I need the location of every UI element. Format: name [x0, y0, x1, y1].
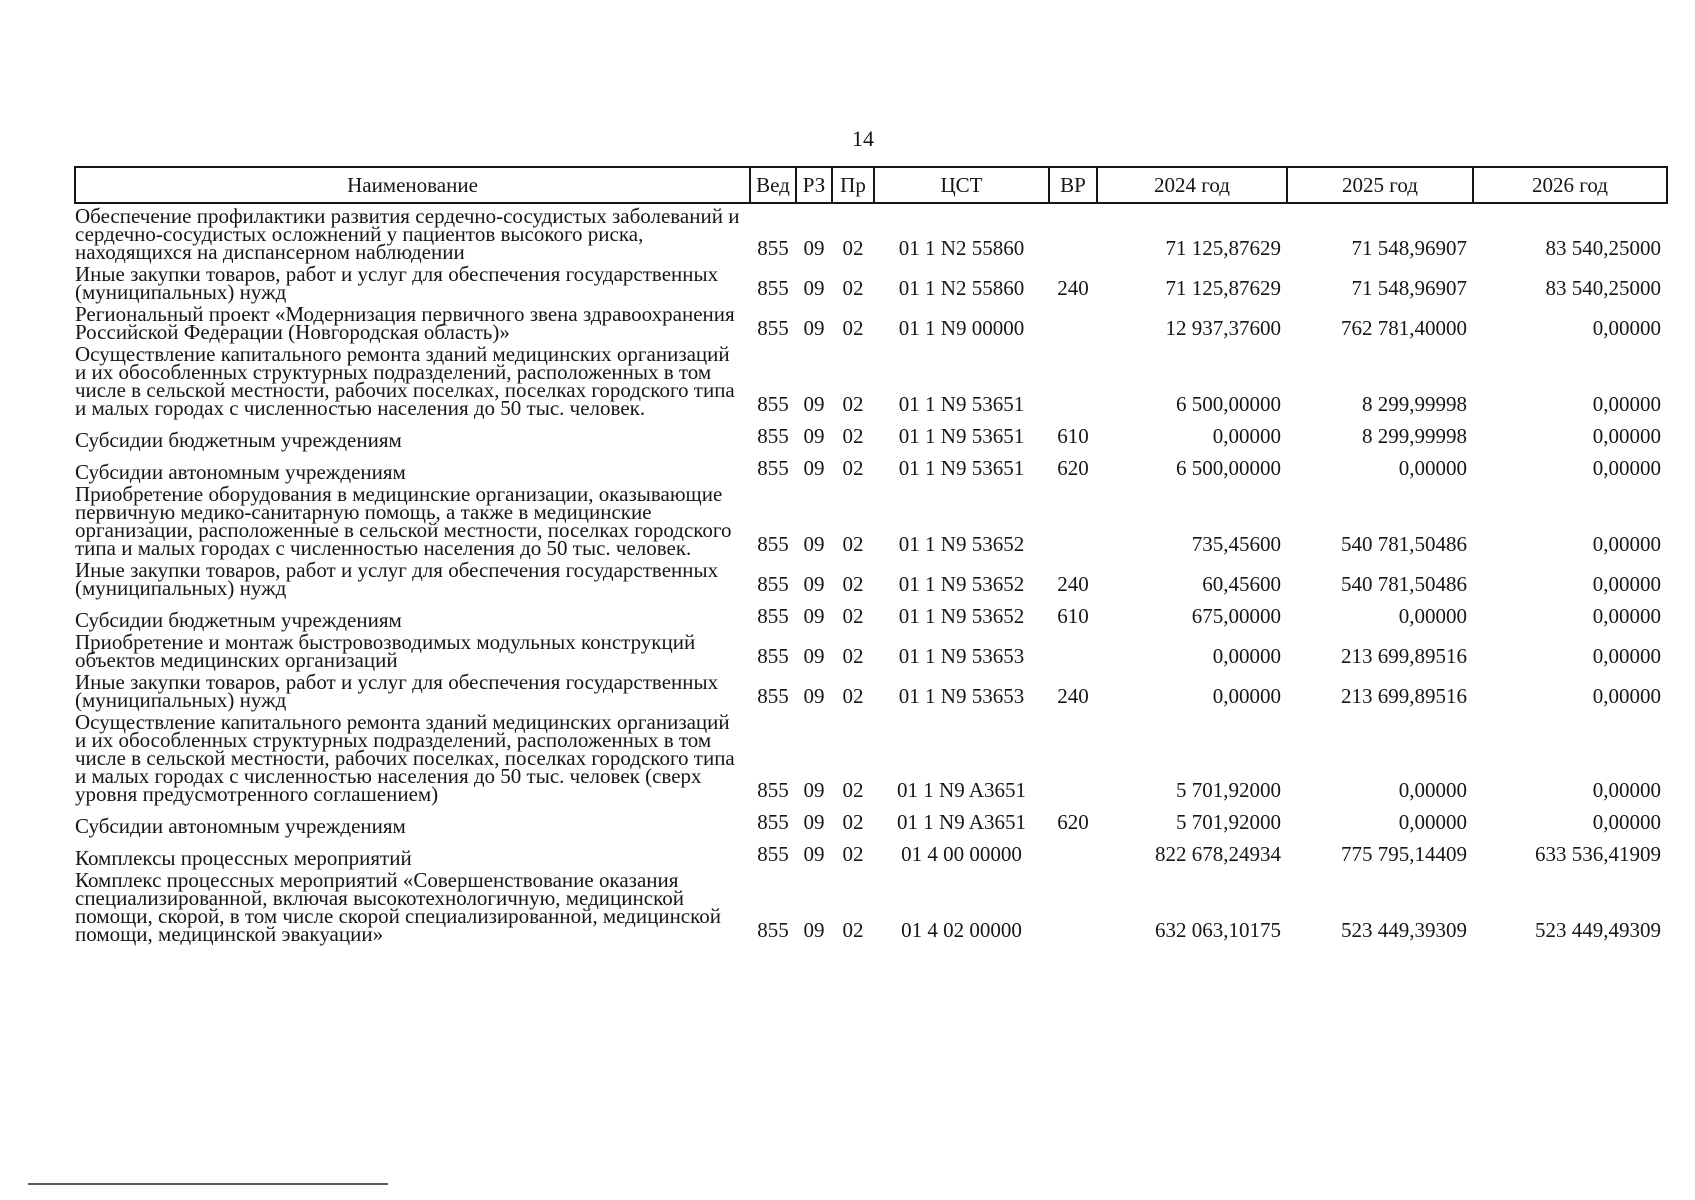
table-row: [75, 598, 1667, 630]
cell-name: Обеспечение профилактики развития сердечно-сосудистых заболеваний и сердечно-сосудистых осложнений у пациентов высокого риска, находящихся на диспансерном наблюдении: [75, 204, 740, 264]
cell-cst: 01 1 N9 00000: [898, 316, 1025, 340]
cell-cst: 01 1 N9 53652: [898, 532, 1025, 556]
footer-divider: [28, 1183, 388, 1185]
table-row: [75, 804, 1667, 836]
cell-pr: 02: [842, 842, 864, 866]
cell-name: Субсидии бюджетным учреждениям: [75, 608, 402, 632]
cell-vr: [1049, 342, 1097, 418]
header-rz: РЗ: [796, 167, 832, 203]
table-row: [75, 482, 1667, 558]
cell-rz: 09: [803, 532, 825, 556]
cell-pr: 02: [842, 316, 864, 340]
cell-y2024: 60,45600: [1202, 572, 1281, 596]
header-2026: 2026 год: [1473, 167, 1667, 203]
cell-ved: 855: [757, 644, 789, 668]
cell-rz: 09: [803, 456, 825, 480]
cell-y2025: 0,00000: [1398, 778, 1467, 802]
cell-pr: 02: [842, 276, 864, 300]
cell-ved: 855: [757, 810, 789, 834]
cell-y2025: 540 781,50486: [1341, 532, 1467, 556]
cell-cst: 01 1 N2 55860: [898, 276, 1025, 300]
header-ved: Вед: [750, 167, 796, 203]
cell-y2024: 71 125,87629: [1165, 236, 1281, 260]
table-row: [75, 868, 1667, 944]
cell-y2024: 71 125,87629: [1165, 276, 1281, 300]
cell-name: Иные закупки товаров, работ и услуг для обеспечения государственных (муниципальных) нужд: [75, 558, 719, 600]
cell-ved: 855: [757, 572, 789, 596]
table-body: [75, 203, 1667, 944]
cell-y2024: 0,00000: [1212, 424, 1281, 448]
cell-rz: 09: [803, 810, 825, 834]
cell-vr: [1049, 482, 1097, 558]
cell-ved: 855: [757, 316, 789, 340]
cell-y2026: 0,00000: [1592, 392, 1661, 416]
cell-y2025: 0,00000: [1398, 604, 1467, 628]
cell-ved: 855: [757, 236, 789, 260]
cell-y2025: 0,00000: [1398, 456, 1467, 480]
cell-pr: 02: [842, 810, 864, 834]
cell-y2024: 6 500,00000: [1176, 456, 1281, 480]
header-vr: ВР: [1049, 167, 1097, 203]
table-row: [75, 342, 1667, 418]
table-row: [75, 450, 1667, 482]
table-row: [75, 670, 1667, 710]
cell-vr: 620: [1057, 456, 1089, 480]
cell-pr: 02: [842, 236, 864, 260]
table-row: [75, 630, 1667, 670]
cell-pr: 02: [842, 918, 864, 942]
cell-y2024: 0,00000: [1212, 644, 1281, 668]
cell-pr: 02: [842, 778, 864, 802]
cell-y2024: 6 500,00000: [1176, 392, 1281, 416]
cell-name: Иные закупки товаров, работ и услуг для обеспечения государственных (муниципальных) нужд: [75, 670, 719, 712]
header-cst: ЦСТ: [874, 167, 1049, 203]
cell-name: Приобретение и монтаж быстровозводимых модульных конструкций объектов медицинских организаций: [75, 630, 696, 672]
cell-rz: 09: [803, 276, 825, 300]
cell-cst: 01 1 N9 53651: [898, 424, 1025, 448]
header-name: Наименование: [75, 167, 750, 203]
page-number: 14: [852, 126, 874, 151]
cell-y2025: 762 781,40000: [1341, 316, 1467, 340]
cell-y2026: 83 540,25000: [1545, 276, 1661, 300]
cell-name: Приобретение оборудования в медицинские организации, оказывающие первичную медико-санитарную помощь, а также в медицинские организации, расположенные в сельской местности, поселках городского типа и малых городах с численностью населения до 50 тыс. человек.: [75, 482, 732, 560]
cell-y2024: 5 701,92000: [1176, 810, 1281, 834]
cell-rz: 09: [803, 572, 825, 596]
cell-ved: 855: [757, 918, 789, 942]
cell-ved: 855: [757, 392, 789, 416]
cell-y2025: 775 795,14409: [1341, 842, 1467, 866]
cell-cst: 01 1 N9 53653: [898, 644, 1025, 668]
table-row: [75, 302, 1667, 342]
cell-cst: 01 1 N9 53651: [898, 392, 1025, 416]
cell-name: Осуществление капитального ремонта зданий медицинских организаций и их обособленных структурных подразделений, расположенных в том числе в сельской местности, рабочих поселках, поселках городского типа и малых городах с численностью населения до 50 тыс. человек (сверх уровня предусмотренного соглашением): [75, 710, 735, 806]
cell-vr: [1049, 630, 1097, 670]
cell-vr: 240: [1057, 276, 1089, 300]
cell-y2024: 0,00000: [1212, 684, 1281, 708]
cell-ved: 855: [757, 456, 789, 480]
cell-cst: 01 1 N9 53652: [898, 572, 1025, 596]
cell-ved: 855: [757, 276, 789, 300]
cell-vr: [1049, 710, 1097, 804]
cell-pr: 02: [842, 424, 864, 448]
table-row: [75, 836, 1667, 868]
cell-y2026: 0,00000: [1592, 572, 1661, 596]
cell-pr: 02: [842, 572, 864, 596]
cell-y2024: 12 937,37600: [1165, 316, 1281, 340]
cell-y2026: 0,00000: [1592, 532, 1661, 556]
header-pr: Пр: [832, 167, 874, 203]
table-row: [75, 203, 1667, 262]
table-row: [75, 558, 1667, 598]
cell-vr: 610: [1057, 424, 1089, 448]
cell-rz: 09: [803, 604, 825, 628]
cell-cst: 01 1 N2 55860: [898, 236, 1025, 260]
cell-cst: 01 1 N9 53651: [898, 456, 1025, 480]
cell-y2025: 540 781,50486: [1341, 572, 1467, 596]
cell-name: Субсидии автономным учреждениям: [75, 460, 406, 484]
cell-ved: 855: [757, 684, 789, 708]
cell-cst: 01 1 N9 A3651: [897, 778, 1026, 802]
cell-y2026: 0,00000: [1592, 316, 1661, 340]
cell-y2025: 8 299,99998: [1362, 424, 1467, 448]
cell-y2026: 633 536,41909: [1535, 842, 1661, 866]
table-row: [75, 710, 1667, 804]
table-row: [75, 262, 1667, 302]
cell-y2025: 71 548,96907: [1351, 236, 1467, 260]
cell-cst: 01 4 02 00000: [901, 918, 1022, 942]
cell-vr: [1049, 302, 1097, 342]
cell-name: Комплексы процессных мероприятий: [75, 846, 412, 870]
cell-y2024: 5 701,92000: [1176, 778, 1281, 802]
cell-rz: 09: [803, 316, 825, 340]
cell-name: Субсидии автономным учреждениям: [75, 814, 406, 838]
cell-ved: 855: [757, 532, 789, 556]
cell-y2026: 0,00000: [1592, 424, 1661, 448]
cell-cst: 01 1 N9 53652: [898, 604, 1025, 628]
table-row: [75, 418, 1667, 450]
cell-y2024: 735,45600: [1191, 532, 1281, 556]
cell-ved: 855: [757, 778, 789, 802]
cell-rz: 09: [803, 236, 825, 260]
cell-vr: [1049, 836, 1097, 868]
cell-rz: 09: [803, 684, 825, 708]
cell-y2026: 0,00000: [1592, 778, 1661, 802]
cell-pr: 02: [842, 392, 864, 416]
cell-y2024: 675,00000: [1191, 604, 1281, 628]
header-2025: 2025 год: [1287, 167, 1473, 203]
cell-rz: 09: [803, 918, 825, 942]
cell-vr: 240: [1057, 684, 1089, 708]
cell-rz: 09: [803, 842, 825, 866]
cell-name: Комплекс процессных мероприятий «Совершенствование оказания специализированной, включая высокотехнологичную, медицинской помощи, скорой, в том числе скорой специализированной, медицинской помощи, медицинской эвакуации»: [75, 868, 722, 946]
budget-table: [74, 166, 1668, 944]
cell-y2025: 8 299,99998: [1362, 392, 1467, 416]
cell-vr: 620: [1057, 810, 1089, 834]
cell-vr: 240: [1057, 572, 1089, 596]
cell-rz: 09: [803, 778, 825, 802]
cell-name: Осуществление капитального ремонта зданий медицинских организаций и их обособленных структурных подразделений, расположенных в том числе в сельской местности, рабочих поселках, поселках городского типа и малых городах с численностью населения до 50 тыс. человек.: [75, 342, 735, 420]
cell-y2026: 0,00000: [1592, 684, 1661, 708]
cell-name: Субсидии бюджетным учреждениям: [75, 428, 402, 452]
table-header-row: [75, 167, 1667, 203]
cell-y2025: 213 699,89516: [1341, 684, 1467, 708]
cell-y2025: 213 699,89516: [1341, 644, 1467, 668]
cell-y2024: 822 678,24934: [1155, 842, 1281, 866]
cell-pr: 02: [842, 644, 864, 668]
cell-ved: 855: [757, 424, 789, 448]
cell-vr: 610: [1057, 604, 1089, 628]
cell-y2026: 83 540,25000: [1545, 236, 1661, 260]
cell-y2025: 0,00000: [1398, 810, 1467, 834]
cell-cst: 01 1 N9 53653: [898, 684, 1025, 708]
cell-rz: 09: [803, 392, 825, 416]
cell-cst: 01 4 00 00000: [901, 842, 1022, 866]
cell-name: Региональный проект «Модернизация первичного звена здравоохранения Российской Федерации (Новгородская область)»: [75, 302, 735, 344]
cell-y2026: 0,00000: [1592, 604, 1661, 628]
cell-pr: 02: [842, 684, 864, 708]
cell-y2026: 0,00000: [1592, 456, 1661, 480]
cell-ved: 855: [757, 604, 789, 628]
cell-pr: 02: [842, 532, 864, 556]
cell-name: Иные закупки товаров, работ и услуг для обеспечения государственных (муниципальных) нужд: [75, 262, 719, 304]
cell-vr: [1049, 868, 1097, 944]
cell-y2026: 523 449,49309: [1535, 918, 1661, 942]
cell-y2025: 71 548,96907: [1351, 276, 1467, 300]
cell-y2026: 0,00000: [1592, 810, 1661, 834]
cell-y2024: 632 063,10175: [1155, 918, 1281, 942]
cell-pr: 02: [842, 604, 864, 628]
cell-ved: 855: [757, 842, 789, 866]
cell-cst: 01 1 N9 A3651: [897, 810, 1026, 834]
cell-rz: 09: [803, 644, 825, 668]
cell-y2026: 0,00000: [1592, 644, 1661, 668]
cell-y2025: 523 449,39309: [1341, 918, 1467, 942]
cell-rz: 09: [803, 424, 825, 448]
cell-vr: [1049, 203, 1097, 262]
header-2024: 2024 год: [1097, 167, 1287, 203]
cell-pr: 02: [842, 456, 864, 480]
